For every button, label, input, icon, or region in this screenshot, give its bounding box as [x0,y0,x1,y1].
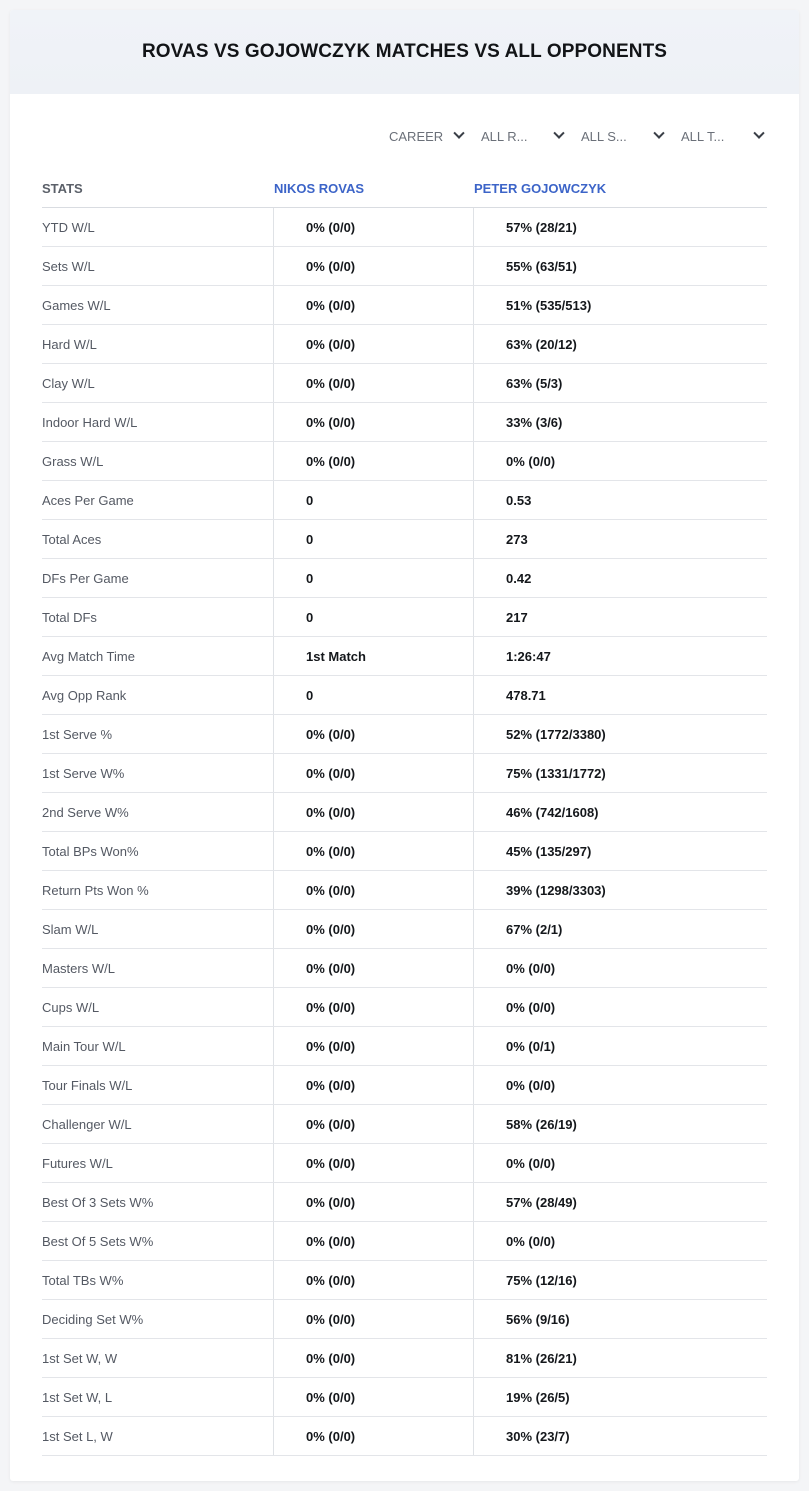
stat-label: Avg Opp Rank [42,676,274,714]
player2-value: 0% (0/0) [506,999,556,1015]
table-row [42,1339,767,1378]
stat-label: DFs Per Game [42,559,274,597]
player2-value: 0.53 [506,492,532,508]
player2-value: 58% (26/19) [506,1116,577,1132]
player2-value: 19% (26/5) [506,1389,570,1405]
player1-value: 0% (0/0) [274,1261,474,1299]
stat-label: Best Of 5 Sets W% [42,1222,274,1260]
stat-label: Cups W/L [42,988,274,1026]
stat-label: Indoor Hard W/L [42,403,274,441]
player2-value: 81% (26/21) [506,1350,577,1366]
filter-period-value: CAREER [389,128,444,144]
player1-value: 0 [274,559,474,597]
table-row [42,910,767,949]
player1-value: 0% (0/0) [274,793,474,831]
table-row [42,1183,767,1222]
player1-value: 0 [274,598,474,636]
player1-value: 0% (0/0) [274,1339,474,1377]
chevron-down-icon [453,128,464,139]
table-row [42,364,767,403]
chevron-down-icon [553,128,564,139]
player2-value: 45% (135/297) [506,843,592,859]
player1-value: 0% (0/0) [274,1144,474,1182]
player1-value: 0% (0/0) [274,403,474,441]
stats-card [10,10,799,1481]
table-row [42,988,767,1027]
filter-surface-value: ALL S... [581,128,627,144]
player1-value: 0% (0/0) [274,325,474,363]
player2-value: 55% (63/51) [506,258,577,274]
table-row [42,1066,767,1105]
player2-value: 0% (0/1) [506,1038,556,1054]
player2-value: 0% (0/0) [506,960,556,976]
player2-value: 478.71 [506,687,546,703]
table-row [42,1144,767,1183]
table-row [42,325,767,364]
stat-label: Challenger W/L [42,1105,274,1143]
player1-value: 0% (0/0) [274,754,474,792]
stat-label: Grass W/L [42,442,274,480]
player1-value: 0% (0/0) [274,1183,474,1221]
player1-value: 0% (0/0) [274,1027,474,1065]
stat-label: 1st Serve W% [42,754,274,792]
table-row [42,793,767,832]
stat-label: Total TBs W% [42,1261,274,1299]
stats-table [42,170,767,1456]
filter-tournament-value: ALL T... [681,128,725,144]
player1-value: 0% (0/0) [274,1222,474,1260]
filter-surface-dropdown[interactable] [567,126,667,146]
stat-label: Main Tour W/L [42,1027,274,1065]
table-row [42,832,767,871]
table-row [42,598,767,637]
stat-label: Aces Per Game [42,481,274,519]
table-row [42,1417,767,1456]
stat-label: 1st Set L, W [42,1417,274,1455]
card-header [10,10,799,94]
table-row [42,1105,767,1144]
table-row [42,1222,767,1261]
player2-value: 33% (3/6) [506,414,563,430]
stat-label: Games W/L [42,286,274,324]
player2-value: 57% (28/49) [506,1194,577,1210]
player1-value: 0% (0/0) [274,1066,474,1104]
player2-value: 75% (12/16) [506,1272,577,1288]
column-header-player2[interactable]: PETER GOJOWCZYK [474,181,607,196]
stat-label: Hard W/L [42,325,274,363]
player1-value: 0% (0/0) [274,988,474,1026]
table-row [42,1027,767,1066]
filter-bar [377,126,767,146]
player2-value: 217 [506,609,528,625]
filter-round-dropdown[interactable] [467,126,567,146]
stat-label: YTD W/L [42,208,274,246]
column-header-player1[interactable]: NIKOS ROVAS [274,181,365,196]
table-row [42,871,767,910]
player2-value: 63% (20/12) [506,336,577,352]
stat-label: 1st Serve % [42,715,274,753]
player2-value: 0% (0/0) [506,1077,556,1093]
table-body [42,208,767,1456]
stat-label: Return Pts Won % [42,871,274,909]
filter-period-dropdown[interactable] [377,126,467,146]
stat-label: Total Aces [42,520,274,558]
table-row [42,637,767,676]
player1-value: 0% (0/0) [274,442,474,480]
player2-value: 57% (28/21) [506,219,577,235]
player1-value: 0% (0/0) [274,949,474,987]
player1-value: 0% (0/0) [274,208,474,246]
stat-label: Total DFs [42,598,274,636]
table-row [42,676,767,715]
player1-value: 1st Match [274,637,474,675]
stat-label: Sets W/L [42,247,274,285]
table-row [42,715,767,754]
player1-value: 0% (0/0) [274,715,474,753]
player1-value: 0% (0/0) [274,1300,474,1338]
column-header-stats: STATS [42,181,83,196]
table-row [42,754,767,793]
player1-value: 0% (0/0) [274,1417,474,1455]
stat-label: Futures W/L [42,1144,274,1182]
table-row [42,442,767,481]
table-row [42,949,767,988]
chevron-down-icon [653,128,664,139]
player2-value: 52% (1772/3380) [506,726,606,742]
stat-label: Total BPs Won% [42,832,274,870]
player2-value: 46% (742/1608) [506,804,599,820]
player2-value: 75% (1331/1772) [506,765,606,781]
stat-label: Deciding Set W% [42,1300,274,1338]
player1-value: 0 [274,481,474,519]
table-row [42,403,767,442]
player2-value: 39% (1298/3303) [506,882,606,898]
stat-label: Best Of 3 Sets W% [42,1183,274,1221]
player2-value: 0% (0/0) [506,1155,556,1171]
player2-value: 67% (2/1) [506,921,563,937]
player1-value: 0% (0/0) [274,286,474,324]
player2-value: 63% (5/3) [506,375,563,391]
player2-value: 30% (23/7) [506,1428,570,1444]
table-row [42,1261,767,1300]
table-row [42,520,767,559]
table-row [42,1378,767,1417]
player1-value: 0 [274,676,474,714]
player1-value: 0% (0/0) [274,871,474,909]
table-row [42,1300,767,1339]
table-row [42,208,767,247]
table-row [42,559,767,598]
player1-value: 0% (0/0) [274,832,474,870]
player2-value: 273 [506,531,528,547]
player2-value: 51% (535/513) [506,297,592,313]
player2-value: 0.42 [506,570,532,586]
chevron-down-icon [753,128,764,139]
stat-label: 1st Set W, W [42,1339,274,1377]
player2-value: 0% (0/0) [506,1233,556,1249]
player1-value: 0% (0/0) [274,910,474,948]
stat-label: Slam W/L [42,910,274,948]
table-row [42,481,767,520]
player1-value: 0% (0/0) [274,247,474,285]
stat-label: Clay W/L [42,364,274,402]
player2-value: 56% (9/16) [506,1311,570,1327]
stat-label: Avg Match Time [42,637,274,675]
player2-value: 0% (0/0) [506,453,556,469]
table-row [42,286,767,325]
filter-round-value: ALL R... [481,128,528,144]
stat-label: Masters W/L [42,949,274,987]
table-row [42,247,767,286]
filter-tournament-dropdown[interactable] [667,126,767,146]
page-title: ROVAS VS GOJOWCZYK MATCHES VS ALL OPPONENTS [141,41,668,62]
player1-value: 0% (0/0) [274,1378,474,1416]
stat-label: 2nd Serve W% [42,793,274,831]
stat-label: Tour Finals W/L [42,1066,274,1104]
table-header [42,170,767,208]
player1-value: 0% (0/0) [274,364,474,402]
player1-value: 0% (0/0) [274,1105,474,1143]
player1-value: 0 [274,520,474,558]
stat-label: 1st Set W, L [42,1378,274,1416]
player2-value: 1:26:47 [506,648,551,664]
